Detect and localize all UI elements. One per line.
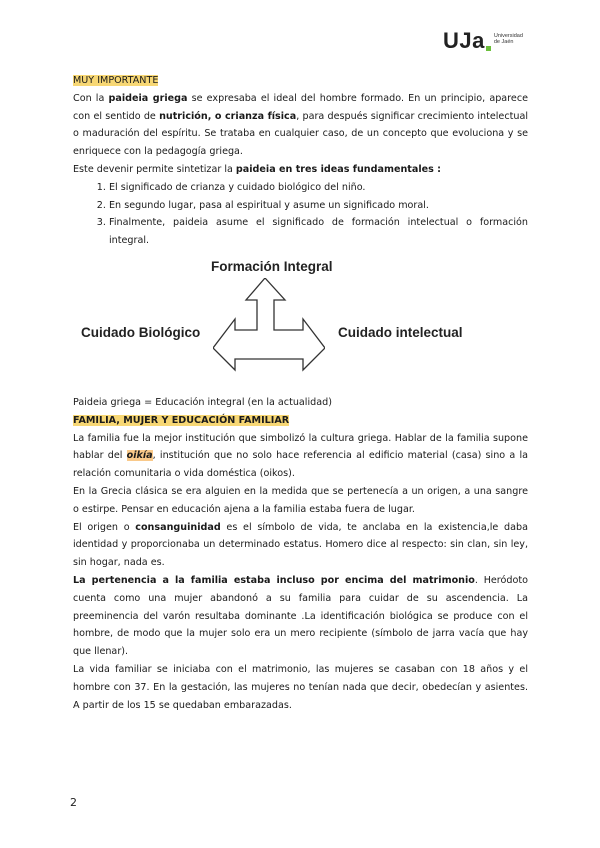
paragraph-consanguinity: El origen o consanguinidad es el símbolo de vida, te anclaba en la existencia,le daba identidad y proporcionaba un determinado estatus. Homero dice al respecto: sin clan, sin ley, sin hogar, nada es. bbox=[73, 521, 528, 569]
paideia-diagram bbox=[73, 256, 528, 392]
paragraph-family-life: La vida familiar se iniciaba con el matrimonio, las mujeres se casaban con 18 años y el hombre con 37. En la gestación, las mujeres no tenían nada que decir, obedecían y asientes. A partir de los 15 se quedaban embarazadas. bbox=[73, 663, 528, 711]
ideas-list bbox=[73, 179, 528, 250]
logo-dot-icon bbox=[486, 46, 491, 51]
paragraph-family: La familia fue la mejor institución que simbolizó la cultura griega. Hablar de la familia supone hablar del oikía, institución que no solo hace referencia al edificio material (casa) sino a la relación comunitaria o vida doméstica (oikos). bbox=[73, 432, 529, 480]
three-way-arrow-icon bbox=[213, 278, 325, 374]
logo-subtitle: Universidad de Jaén bbox=[493, 33, 523, 45]
paragraph-greece: En la Grecia clásica se era alguien en la medida que se pertenecía a un origen, a una sangre o estirpe. Pensar en educación ajena a la familia estaba fuera de lugar. bbox=[73, 485, 528, 515]
list-item: 3. Finalmente, paideia asume el significado de formación intelectual o formación integral. bbox=[109, 214, 528, 250]
page-content bbox=[73, 72, 528, 714]
diagram-label-top: Formación Integral bbox=[211, 258, 333, 274]
logo-text: UJa bbox=[443, 28, 485, 53]
paragraph-paideia: Con la paideia griega se expresaba el ideal del hombre formado. En un principio, aparece con el sentido de nutrición, o crianza física, para después significar crecimiento intelectual o maduración del espíritu. Se trataba en cualquier caso, de un concepto que evoluciona y se enriquece con la pedagogía griega. bbox=[73, 92, 528, 158]
paragraph-belonging: La pertenencia a la familia estaba incluso por encima del matrimonio. Heródoto cuenta como una mujer abandonó a su familia para cuidar de su ascendencia. La preeminencia del varón resultaba dominante .La identificación biológica se produce con el hombre, de modo que la mujer solo era un mero recipiente (símbolo de jarra vacía que hay que llenar). bbox=[73, 574, 529, 658]
list-item: 1. El significado de crianza y cuidado biológico del niño. bbox=[109, 179, 528, 197]
page-number: 2 bbox=[70, 796, 77, 809]
list-item: 2. En segundo lugar, pasa al espiritual y asume un significado moral. bbox=[109, 197, 528, 215]
diagram-label-left: Cuidado Biológico bbox=[81, 324, 201, 340]
section-title-important: MUY IMPORTANTE bbox=[73, 75, 159, 86]
paideia-equation: Paideia griega = Educación integral (en la actualidad) bbox=[73, 396, 332, 408]
diagram-label-right: Cuidado intelectual bbox=[338, 324, 463, 340]
section-title-family: FAMILIA, MUJER Y EDUCACIÓN FAMILIAR bbox=[73, 414, 290, 426]
university-logo bbox=[443, 30, 528, 52]
paragraph-synthesis: Este devenir permite sintetizar la paideia en tres ideas fundamentales : bbox=[73, 163, 442, 175]
